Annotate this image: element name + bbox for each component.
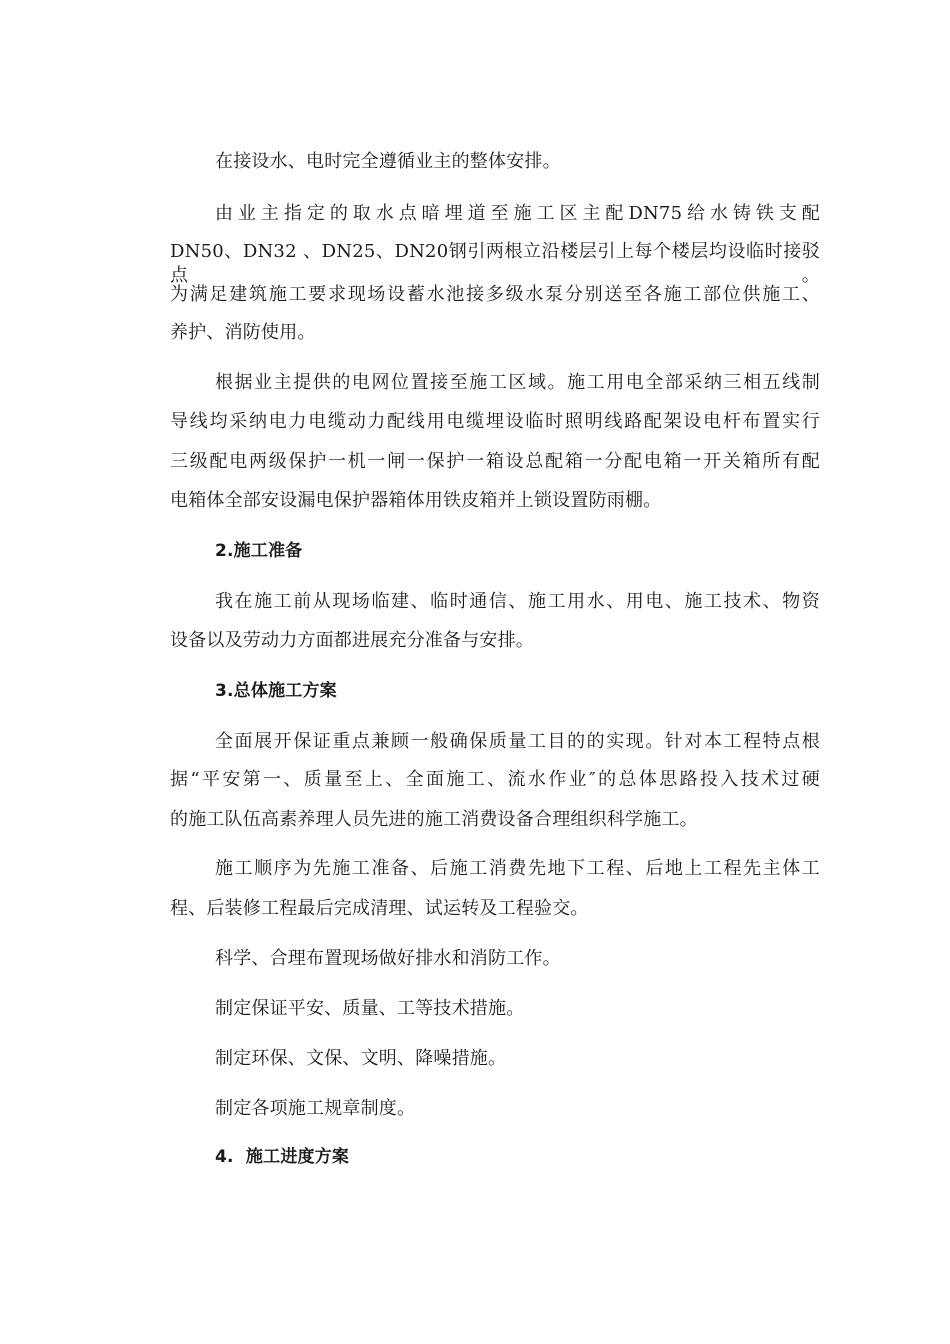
- paragraph-sequence-line-2: 程、后装修工程最后完成清理、试运转及工程验交。: [170, 898, 589, 919]
- paragraph-site-layout: 科学、合理布置现场做好排水和消防工作。: [215, 948, 561, 969]
- paragraph-overall-plan-line-3: 的施工队伍高素养理人员先进的施工消费设备合理组织科学施工。: [170, 809, 698, 830]
- paragraph-preparation-line-2: 设备以及劳动力方面都进展充分准备与安排。: [170, 630, 534, 651]
- paragraph-regulations: 制定各项施工规章制度。: [215, 1098, 416, 1119]
- paragraph-power-line-3: 三级配电两级保护一机一闸一保护一箱设总配箱一分配电箱一开关箱所有配: [170, 451, 820, 472]
- paragraph-power-line-2: 导线均采纳电力电缆动力配线用电缆埋设临时照明线路配架设电杆布置实行: [170, 411, 820, 432]
- paragraph-power-line-1: 根据业主提供的电网位置接至施工区域。施工用电全部采纳三相五线制: [215, 372, 820, 393]
- paragraph-preparation-line-1: 我在施工前从现场临建、临时通信、施工用水、用电、施工技术、物资: [215, 591, 820, 612]
- paragraph-water-electric-intro: 在接设水、电时完全遵循业主的整体安排。: [215, 151, 561, 172]
- section-heading-preparation: 2.施工准备: [215, 541, 303, 561]
- section-heading-overall-plan: 3.总体施工方案: [215, 681, 337, 701]
- paragraph-power-line-4: 电箱体全部安设漏电保护器箱体用铁皮箱并上锁设置防雨棚。: [170, 490, 662, 511]
- paragraph-water-line-2: DN50、DN32 、DN25、DN20钢引两根立沿楼层引上每个楼层均设临时接驳点。: [170, 241, 820, 286]
- paragraph-water-line-1: 由业主指定的取水点暗埋道至施工区主配DN75给水铸铁支配: [215, 203, 820, 224]
- paragraph-water-line-3: 为满足建筑施工要求现场设蓄水池接多级水泵分别送至各施工部位供施工、: [170, 284, 820, 305]
- paragraph-environmental-measures: 制定环保、文保、文明、降噪措施。: [215, 1048, 507, 1069]
- paragraph-sequence-line-1: 施工顺序为先施工准备、后施工消费先地下工程、后地上工程先主体工: [215, 858, 820, 879]
- paragraph-overall-plan-line-2: 据“平安第一、质量至上、全面施工、流水作业″的总体思路投入技术过硬: [170, 769, 820, 790]
- paragraph-safety-measures: 制定保证平安、质量、工等技术措施。: [215, 998, 525, 1019]
- section-heading-schedule: 4. 施工进度方案: [215, 1147, 350, 1167]
- paragraph-water-line-4: 养护、消防使用。: [170, 322, 316, 343]
- paragraph-overall-plan-line-1: 全面展开保证重点兼顾一般确保质量工目的的实现。针对本工程特点根: [215, 731, 820, 752]
